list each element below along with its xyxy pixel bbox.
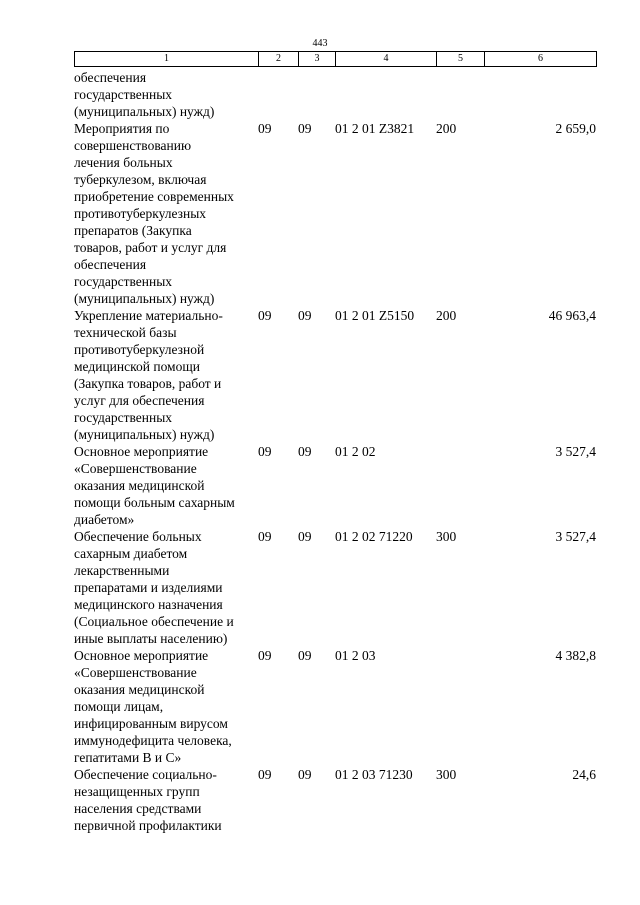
description-cell: [74, 528, 258, 647]
description-line: инфицированным вирусом: [74, 716, 228, 731]
header-cell-1: 1: [75, 52, 259, 67]
description-line: Основное мероприятие: [74, 648, 209, 663]
section-cell: 09: [258, 121, 272, 136]
description-line: товаров, работ и услуг для: [74, 240, 227, 255]
subsection-cell: 09: [298, 648, 312, 663]
section-cell: 09: [258, 308, 272, 323]
description-line: помощи больным сахарным: [74, 495, 235, 510]
page-number: 443: [312, 38, 328, 49]
description-line: препаратами и изделиями: [74, 580, 223, 595]
target-article-cell: 01 2 02 71220: [335, 529, 413, 544]
description-line: (Социальное обеспечение и: [74, 614, 234, 629]
table-row: [74, 647, 596, 766]
description-line: незащищенных групп: [74, 784, 200, 799]
expense-type-cell: 200: [436, 308, 457, 323]
description-line: Обеспечение больных: [74, 529, 202, 544]
description-line: Основное мероприятие: [74, 444, 209, 459]
description-line: противотуберкулезных: [74, 206, 207, 221]
header-cell-4: 4: [336, 52, 437, 67]
description-line: оказания медицинской: [74, 478, 205, 493]
subsection-cell: 09: [298, 444, 312, 459]
description-cell: [74, 647, 258, 766]
description-line: иммунодефицита человека,: [74, 733, 232, 748]
description-line: гепатитами В и С»: [74, 750, 182, 765]
table-row: [74, 443, 596, 528]
amount-cell: 46 963,4: [548, 308, 596, 323]
description-line: (муниципальных) нужд): [74, 291, 215, 306]
description-line: населения средствами: [74, 801, 202, 816]
target-article-cell: 01 2 03 71230: [335, 767, 413, 782]
description-cell: [74, 69, 258, 120]
description-line: государственных: [74, 87, 173, 102]
table-row: [74, 307, 596, 443]
subsection-cell: 09: [298, 767, 312, 782]
description-line: государственных: [74, 410, 173, 425]
target-article-cell: 01 2 03: [335, 648, 376, 663]
header-cell-6: 6: [485, 52, 597, 67]
header-cell-3: 3: [299, 52, 336, 67]
description-line: совершенствованию: [74, 138, 192, 153]
amount-cell: 4 382,8: [555, 648, 596, 663]
header-cell-2: 2: [259, 52, 299, 67]
description-line: (муниципальных) нужд): [74, 104, 215, 119]
table-row: [74, 69, 596, 120]
description-cell: [74, 307, 258, 443]
amount-cell: 3 527,4: [555, 529, 596, 544]
description-line: сахарным диабетом: [74, 546, 188, 561]
description-line: медицинского назначения: [74, 597, 223, 612]
subsection-cell: 09: [298, 308, 312, 323]
section-cell: 09: [258, 529, 272, 544]
description-line: лечения больных: [74, 155, 173, 170]
description-line: услуг для обеспечения: [74, 393, 205, 408]
expense-type-cell: 300: [436, 529, 457, 544]
description-line: первичной профилактики: [74, 818, 222, 833]
description-line: Обеспечение социально-: [74, 767, 217, 782]
table-row: [74, 528, 596, 647]
description-line: обеспечения: [74, 257, 147, 272]
amount-cell: 2 659,0: [555, 121, 596, 136]
description-line: диабетом»: [74, 512, 135, 527]
description-cell: [74, 443, 258, 528]
description-line: лекарственными: [74, 563, 170, 578]
budget-rows: [74, 69, 596, 834]
target-article-cell: 01 2 01 Z3821: [335, 121, 415, 136]
description-line: государственных: [74, 274, 173, 289]
table-row: [74, 766, 596, 834]
section-cell: 09: [258, 767, 272, 782]
description-line: препаратов (Закупка: [74, 223, 192, 238]
description-line: Укрепление материально-: [74, 308, 223, 323]
column-number-header: [74, 51, 597, 67]
amount-cell: 24,6: [572, 767, 596, 782]
description-line: медицинской помощи: [74, 359, 200, 374]
description-line: (Закупка товаров, работ и: [74, 376, 222, 391]
description-line: (муниципальных) нужд): [74, 427, 215, 442]
description-line: приобретение современных: [74, 189, 234, 204]
description-line: иные выплаты населению): [74, 631, 228, 646]
description-cell: [74, 120, 258, 307]
header-row: [75, 52, 597, 67]
expense-type-cell: 200: [436, 121, 457, 136]
description-line: противотуберкулезной: [74, 342, 205, 357]
description-line: Мероприятия по: [74, 121, 170, 136]
target-article-cell: 01 2 02: [335, 444, 376, 459]
description-cell: [74, 766, 258, 834]
section-cell: 09: [258, 648, 272, 663]
description-line: помощи лицам,: [74, 699, 164, 714]
table-row: [74, 120, 596, 307]
target-article-cell: 01 2 01 Z5150: [335, 308, 415, 323]
amount-cell: 3 527,4: [555, 444, 596, 459]
section-cell: 09: [258, 444, 272, 459]
description-line: оказания медицинской: [74, 682, 205, 697]
description-line: обеспечения: [74, 70, 147, 85]
description-line: «Совершенствование: [74, 461, 197, 476]
description-line: «Совершенствование: [74, 665, 197, 680]
header-cell-5: 5: [437, 52, 485, 67]
description-line: туберкулезом, включая: [74, 172, 207, 187]
expense-type-cell: 300: [436, 767, 457, 782]
subsection-cell: 09: [298, 121, 312, 136]
description-line: технической базы: [74, 325, 177, 340]
subsection-cell: 09: [298, 529, 312, 544]
